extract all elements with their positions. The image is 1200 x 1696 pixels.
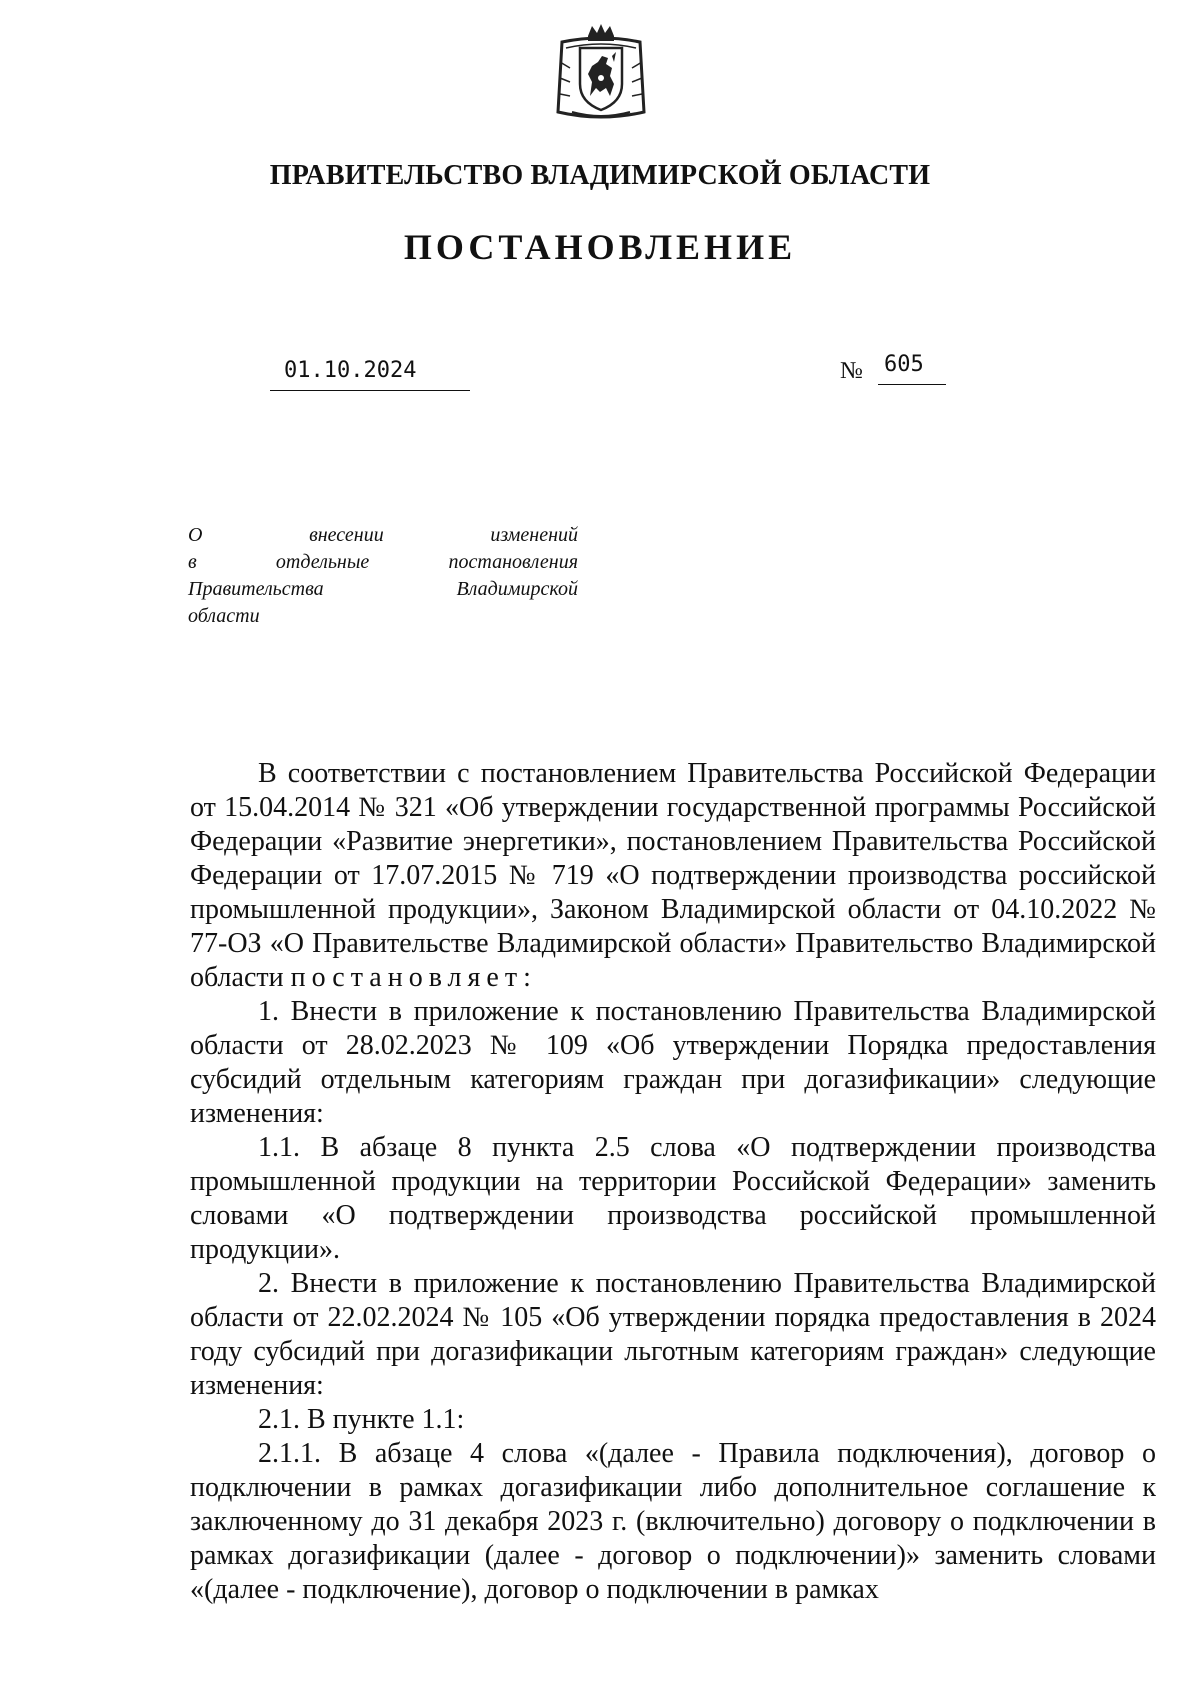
subject-line: области [188,605,260,627]
document-date-field [270,358,470,391]
document-body [190,757,1156,1607]
number-sign: № [840,358,863,384]
paragraph-2-1-1: 2.1.1. В абзаце 4 слова «(далее - Правила подключения), договор о подключении в рамках догазификации либо дополнительное соглашение к заключенному до 31 декабря 2023 г. (включительно) договору о подключении в рамках догазификации (далее - договор о подключении)» заменить словами «(далее - подключение), договор о подключении в рамках [190,1438,1156,1605]
paragraph-2: 2. Внести в приложение к постановлению Правительства Владимирской области от 22.02.2024 № 105 «Об утверждении порядка предоставления в 2024 году субсидий при догазификации льготным категориям граждан» следующие изменения: [190,1268,1156,1401]
paragraph-2-1: 2.1. В пункте 1.1: [258,1404,465,1435]
subject-line: в отдельные постановления [188,551,578,573]
organization-title: ПРАВИТЕЛЬСТВО ВЛАДИМИРСКОЙ ОБЛАСТИ [269,160,931,191]
paragraph-1: 1. Внести в приложение к постановлению Правительства Владимирской области от 28.02.2023 № 109 «Об утверждении Порядка предоставления субсидий отдельным категориям граждан при догазификации» следующие изменения: [190,996,1156,1129]
coat-of-arms-icon [552,22,650,122]
preamble-paragraph [190,757,1156,995]
number-underline [878,352,946,385]
document-number: 605 [884,352,924,377]
document-number-field [840,352,950,390]
document-type-title: ПОСТАНОВЛЕНИЕ [403,227,797,267]
document-date: 01.10.2024 [284,358,417,383]
decree-word: постановляет: [290,962,537,993]
subject-line: О внесении изменений [188,524,578,546]
subject-line: Правительства Владимирской [188,578,578,600]
paragraph-1-1: 1.1. В абзаце 8 пункта 2.5 слова «О подтверждении производства промышленной продукции на территории Российской Федерации» заменить словами «О подтверждении производства российской промышленной продукции». [190,1132,1156,1265]
document-subject [188,522,578,630]
preamble-text: В соответствии с постановлением Правительства Российской Федерации от 15.04.2014 № 321 «Об утверждении государственной программы Российской Федерации «Развитие энергетики», постановлением Правительства Российской Федерации от 17.07.2015 № 719 «О подтверждении производства российской промышленной продукции», Законом Владимирской области от 04.10.2022 № 77-ОЗ «О Правительстве Владимирской области» Правительство Владимирской области [190,758,1156,993]
